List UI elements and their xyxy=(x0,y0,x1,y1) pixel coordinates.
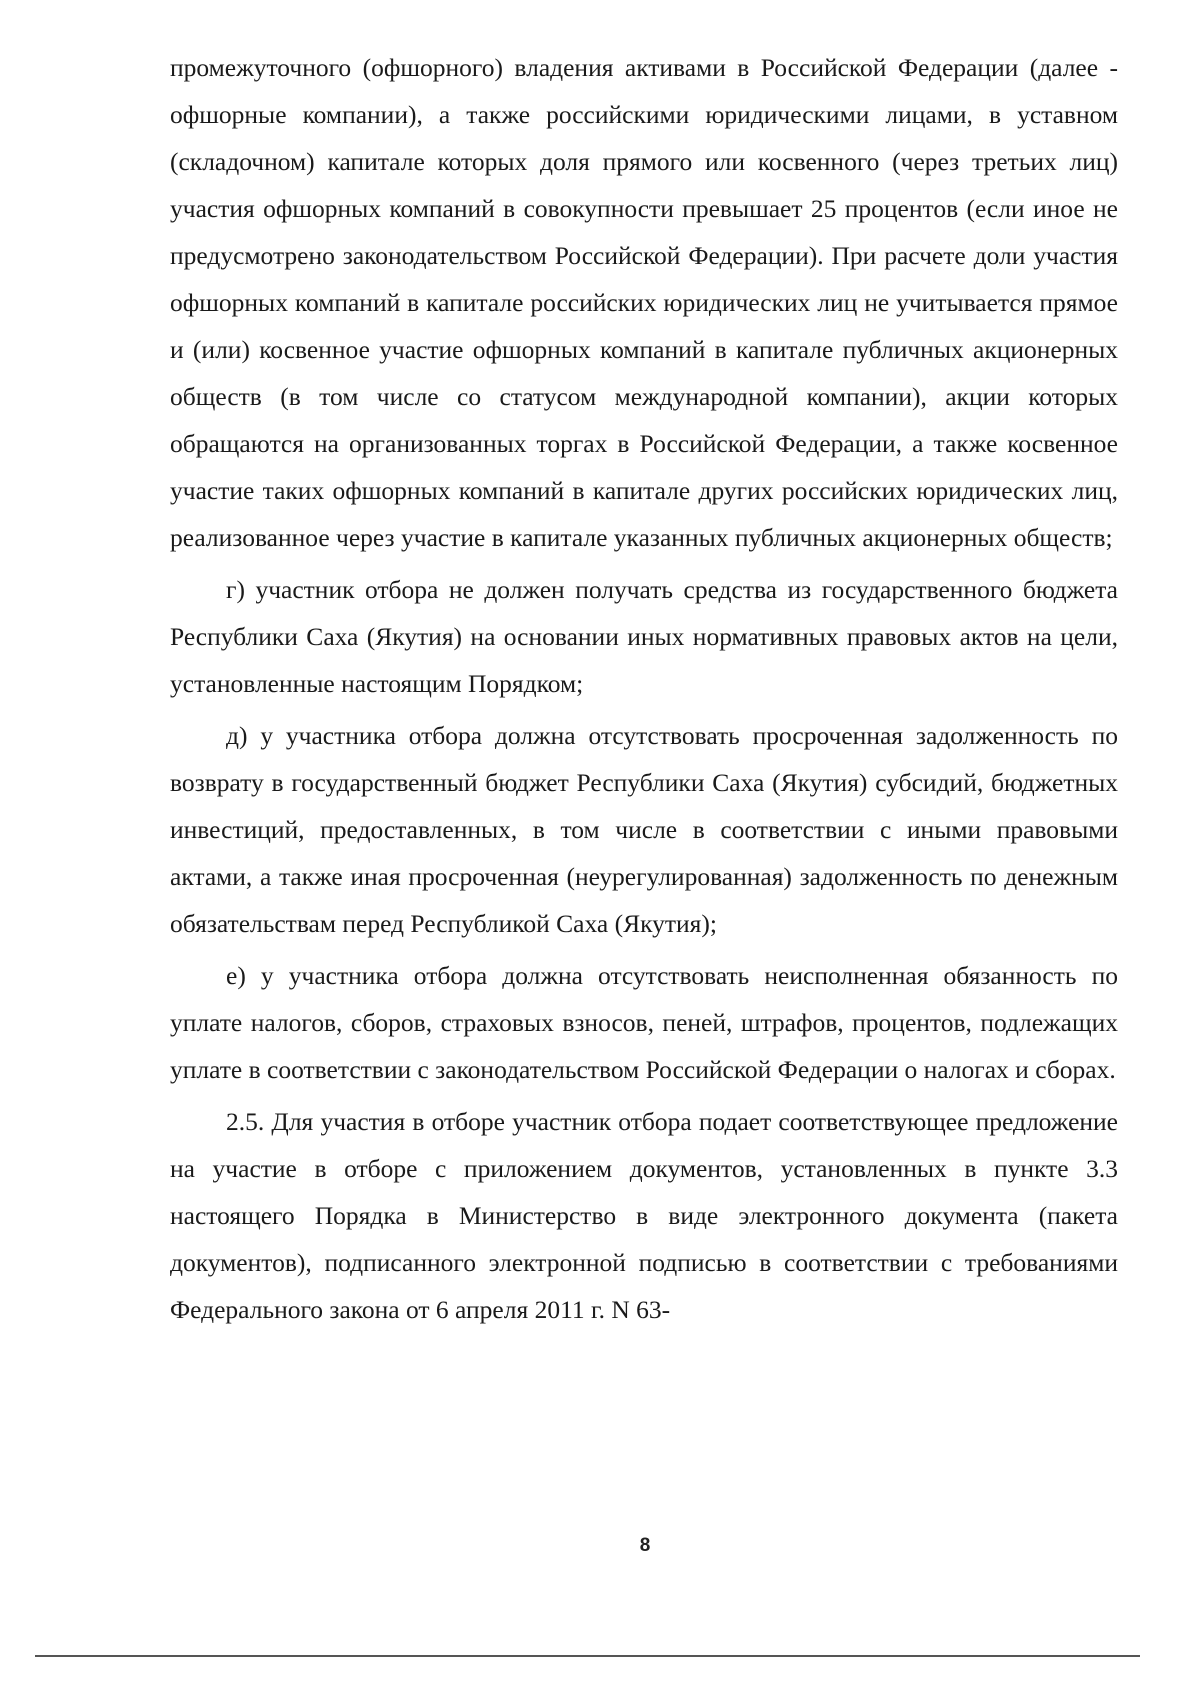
bottom-divider xyxy=(35,1655,1140,1657)
paragraph-2-5: 2.5. Для участия в отборе участник отбора подает соответствующее предложение на участие в отборе с приложением документов, установленных в пункте 3.3 настоящего Порядка в Министерство в виде электронного документа (пакета документов), подписанного электронной подписью в соответствии с требованиями Федерального закона от 6 апреля 2011 г. N 63- xyxy=(170,1107,1118,1324)
document-body xyxy=(170,44,1118,1333)
page-number: 8 xyxy=(639,1535,651,1556)
paragraph-item-d: д) у участника отбора должна отсутствовать просроченная задолженность по возврату в государственный бюджет Республики Саха (Якутия) субсидий, бюджетных инвестиций, предоставленных, в том числе в соответствии с иными правовыми актами, а также иная просроченная (неурегулированная) задолженность по денежным обязательствам перед Республикой Саха (Якутия); xyxy=(170,721,1118,938)
paragraph-item-e: е) у участника отбора должна отсутствовать неисполненная обязанность по уплате налогов, сборов, страховых взносов, пеней, штрафов, процентов, подлежащих уплате в соответствии с законодательством Российской Федерации о налогах и сборах. xyxy=(170,961,1118,1084)
paragraph-item-g: г) участник отбора не должен получать средства из государственного бюджета Республики Саха (Якутия) на основании иных нормативных правовых актов на цели, установленные настоящим Порядком; xyxy=(170,575,1118,698)
paragraph-continuation: промежуточного (офшорного) владения активами в Российской Федерации (далее - офшорные компании), а также российскими юридическими лицами, в уставном (складочном) капитале которых доля прямого или косвенного (через третьих лиц) участия офшорных компаний в совокупности превышает 25 процентов (если иное не предусмотрено законодательством Российской Федерации). При расчете доли участия офшорных компаний в капитале российских юридических лиц не учитывается прямое и (или) косвенное участие офшорных компаний в капитале публичных акционерных обществ (в том числе со статусом международной компании), акции которых обращаются на организованных торгах в Российской Федерации, а также косвенное участие таких офшорных компаний в капитале других российских юридических лиц, реализованное через участие в капитале указанных публичных акционерных обществ; xyxy=(170,53,1118,552)
